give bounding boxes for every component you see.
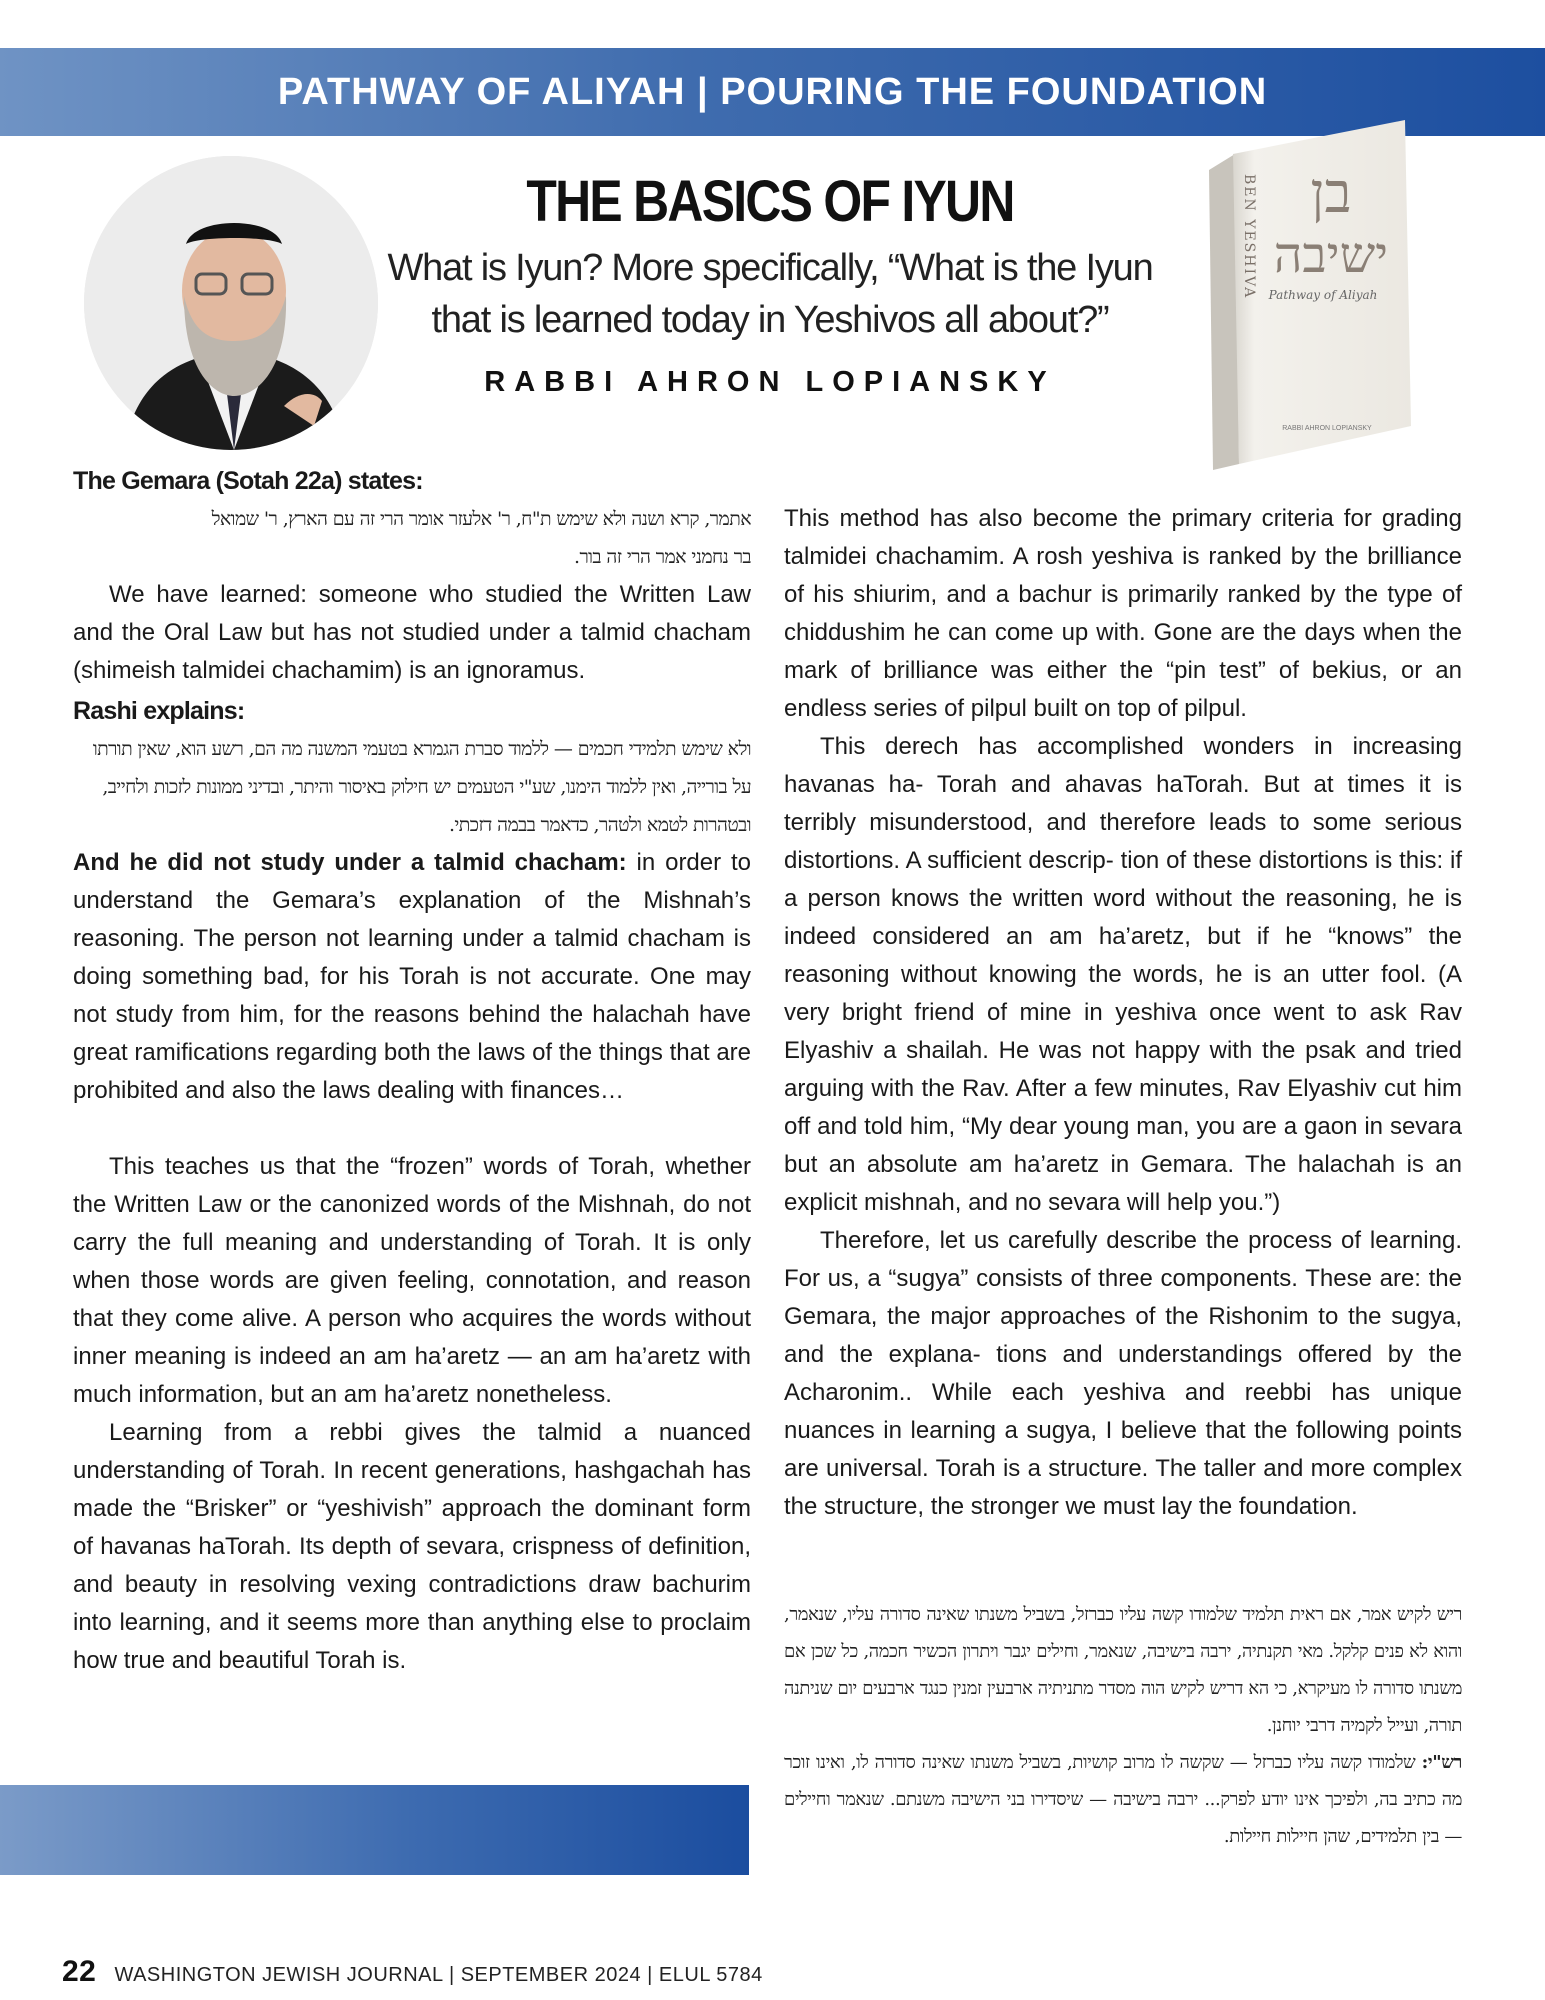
decorative-bottom-band xyxy=(0,1785,749,1875)
book-subtitle: Pathway of Aliyah xyxy=(1268,288,1378,302)
rashi-heading: Rashi explains: xyxy=(73,697,245,725)
book-title-hebrew-1: בן xyxy=(1310,161,1352,226)
rashi-translation xyxy=(73,844,751,1110)
gemara-heading: The Gemara (Sotah 22a) states: xyxy=(73,467,423,495)
subtitle-line-1: What is Iyun? More specifically, “What is the Iyun xyxy=(387,247,1153,289)
hebrew-rashi-source xyxy=(784,1744,1462,1855)
gemara-hebrew xyxy=(73,500,751,576)
banner-title: PATHWAY OF ALIYAH | POURING THE FOUNDATION xyxy=(277,71,1268,113)
book-cover xyxy=(1205,114,1415,470)
article-subtitle xyxy=(380,242,1160,346)
subtitle-line-2: that is learned today in Yeshivos all about?” xyxy=(431,299,1109,341)
gemara-hebrew-line: אתמר, קרא ושנה ולא שימש ת"ח, ר' אלעזר אומר הרי זה עם הארץ, ר' שמואל xyxy=(211,508,751,530)
right-paragraph-1: This method has also become the primary criteria for grading talmidei chachamim. A rosh yeshiva is ranked by the brilliance of his shiurim, and a bachur is primarily ranked by the type of chiddushim he can come up with. Gone are the days when the mark of brilliance was either the “pin test” of bekius, or an endless series of pilpul built on top of pilpul. xyxy=(784,505,1462,722)
rashi-hebrew-line: ובטהרות לטמא ולטהר, כדאמר בבמה דזכתי. xyxy=(448,814,751,836)
author-portrait xyxy=(84,156,378,450)
author-photo-illustration xyxy=(84,156,378,450)
article-title: THE BASICS OF IYUN xyxy=(526,169,1014,234)
rashi-translation-text: in order to understand the Gemara’s explanation of the Mishnah’s reasoning. The person not learning under a talmid chacham is doing something bad, for his Torah is not accurate. One may not study from him, for the reasons behind the halachah have great ramifications regarding both the laws of the things that are prohibited and also the laws dealing with finances… xyxy=(73,849,752,1104)
rashi-hebrew xyxy=(73,730,751,844)
right-paragraph-3: Therefore, let us carefully describe the process of learning. For us, a “sugya” consists of three components. These are: the Gemara, the major approaches of the Rishonim to the sugya, and the explana- tions and understandings offered by the Acharonim.. While each yeshiva and reebbi has unique nuances in learning a sugya, I believe that the following points are universal. Torah is a structure. The taller and more complex the structure, the stronger we must lay the foundation. xyxy=(784,1227,1462,1520)
left-paragraph-2: Learning from a rebbi gives the talmid a nuanced understanding of Torah. In recent generations, hashgachah has made the “Brisker” or “yeshivish” approach the dominant form of havanas haTorah. Its depth of sevara, crispness of definition, and beauty in resolving vexing contradictions draw bachurim into learning, and it seems more than anything else to proclaim how true and beautiful Torah is. xyxy=(73,1419,751,1674)
gemara-hebrew-line: בר נחמני אמר הרי זה בור. xyxy=(574,546,751,568)
book-author: RABBI AHRON LOPIANSKY xyxy=(1282,425,1372,432)
author-byline: RABBI AHRON LOPIANSKY xyxy=(484,366,1056,398)
page-number: 22 xyxy=(62,1955,97,1988)
book-spine: BEN YESHIVA xyxy=(1241,174,1257,300)
publication-info: WASHINGTON JEWISH JOURNAL | SEPTEMBER 2024 | ELUL 5784 xyxy=(114,1964,763,1986)
gemara-translation: We have learned: someone who studied the Written Law and the Oral Law but has not studied under a talmid chacham (shimeish talmidei chachamim) is an ignoramus. xyxy=(73,581,751,684)
right-column xyxy=(784,500,1462,1526)
book-cover-art xyxy=(1205,114,1415,470)
rashi-lead: And he did not study under a talmid chacham: xyxy=(73,849,627,876)
hebrew-rashi-text: שלמודו קשה עליו כברזל — שקשה לו מרוב קושיות, בשביל משנתו שאינה סדורה לו, ואינו זוכר מה כתיב בה, ולפיכך אינו יודע לפרק... ירבה בישיבה — שיסדירו בני הישיבה משנתם. שנאמר וחיילים — בין תלמידים, שהן חיילות חיילות. xyxy=(784,1752,1462,1847)
hebrew-gemara-source: ריש לקיש אמר, אם ראית תלמיד שלמודו קשה עליו כברזל, בשביל משנתו שאינה סדורה עליו, שנאמר, והוא לא פנים קלקל. מאי תקנתיה, ירבה בישיבה, שנאמר, וחילים יגבר ויתרון הכשיר חכמה, כל שכן אם משנתו סדורה לו מעיקרא, כי הא דריש לקיש הוה מסדר מתניתיה ארבעין זמנין כנגד ארבעים יום שניתנה תורה, ועייל לקמיה דרבי יוחנן. xyxy=(784,1604,1462,1736)
book-title-hebrew-2: ישיבה xyxy=(1273,226,1389,284)
rashi-hebrew-line: על בורייה, ואין ללמוד הימנו, שע"י הטעמים יש חילוק באיסור והיתר, ובדיני ממונות לזכות ולחייב, xyxy=(102,776,751,798)
rashi-label: רש"י: xyxy=(1421,1752,1462,1773)
hebrew-source-block xyxy=(784,1596,1462,1855)
right-paragraph-2: This derech has accomplished wonders in increasing havanas ha- Torah and ahavas haTorah. But at times it is terribly misunderstood, and therefore leads to some serious distortions. A sufficient descrip- tion of these distortions is this: if a person knows the written word without the reasoning, he is indeed considered an am ha’aretz, but if he “knows” the reasoning without knowing the words, he is an utter fool. (A very bright friend of mine in yeshiva once went to ask Rav Elyashiv a shailah. He was not happy with the psak and tried arguing with the Rav. After a few minutes, Rav Elyashiv cut him off and told him, “My dear young man, you are a gaon in sevara but an absolute am ha’aretz in Gemara. The halachah is an explicit mishnah, and no sevara will help you.”) xyxy=(784,733,1462,1216)
left-column xyxy=(73,460,751,1680)
left-paragraph-1: This teaches us that the “frozen” words of Torah, whether the Written Law or the canonized words of the Mishnah, do not carry the full meaning and understanding of Torah. It is only when those words are given feeling, connotation, and reason that they come alive. A person who acquires the words without inner meaning is indeed an am ha’aretz — an am ha’aretz with much information, but an am ha’aretz nonetheless. xyxy=(73,1153,751,1408)
rashi-hebrew-line: ולא שימש תלמידי חכמים — ללמוד סברת הגמרא בטעמי המשנה מה הם, רשע הוא, שאין תורתו xyxy=(92,738,751,760)
page-footer xyxy=(62,1955,763,1989)
